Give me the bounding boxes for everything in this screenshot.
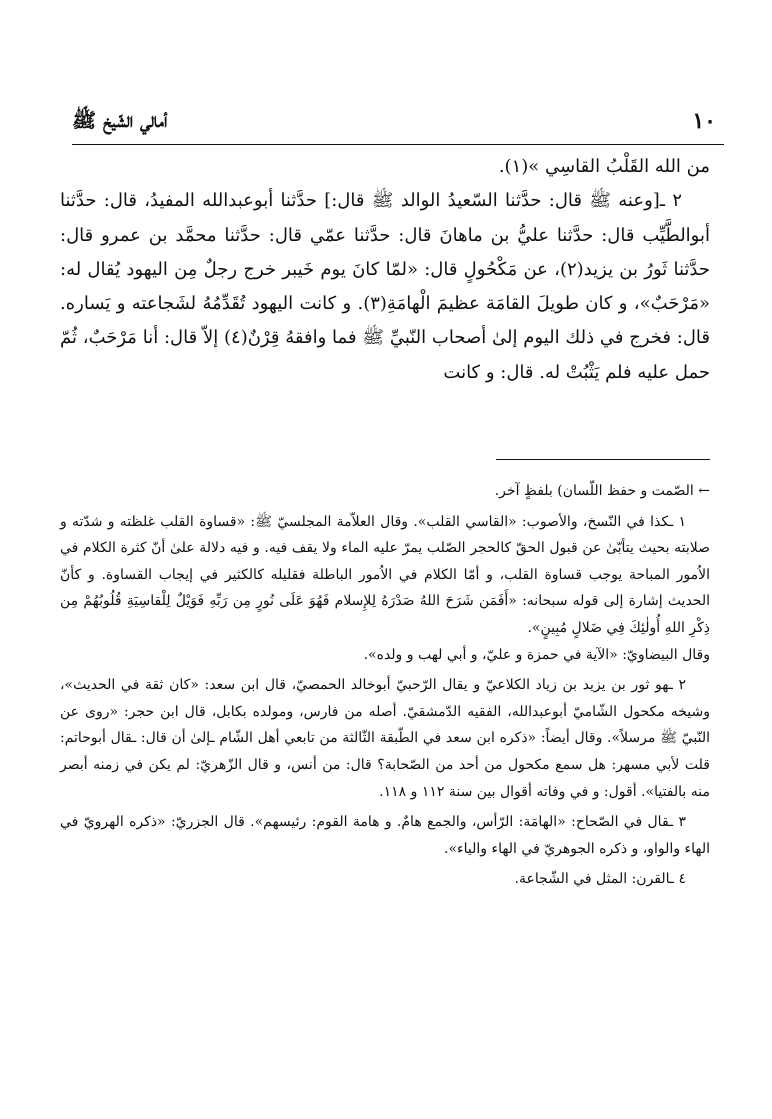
main-text xyxy=(60,150,710,390)
footnote-separator xyxy=(496,459,710,460)
page-number: ١٠ xyxy=(692,108,716,134)
book-title: أمالي الشّيخ ﷺ xyxy=(72,108,168,132)
header-rule xyxy=(72,144,724,145)
footnote-1-continuation: وقال البيضاويّ: «الآية في حمزة و عليّ، و أبي لهب و ولده». xyxy=(363,646,710,663)
main-paragraph-2: ٢ ـ[وعنه ﷺ قال: حدَّثنا السّعيدُ الوالد ﷺ قال:] حدَّثنا أبوعبدالله المفيدُ، قال: حدَّثنا أبوالطَّيِّب قال: حدَّثنا عليُّ بن ماهانَ قال: حدَّثنا عمّي قال: حدَّثنا محمَّد بن عمرو قال: حدَّثنا ثَورُ بن يزيد(٢)، عن مَكْحُولٍ قال: «لمّا كانَ يوم خَيبر خرج رجلٌ مِن اليهود يُقال له: «مَرْحَبٌ»، و كان طويلَ القامَة عظيمَ الْهامَةِ(٣). و كانت اليهود تُقَدِّمُهُ لشَجاعته و يَساره. قال: فخرج في ذلك اليوم إلىٰ أصحاب النّبيِّ ﷺ فما وافقهُ قِرْنٌ(٤) إلاّ قال: أنا مَرْحَبٌ، ثُمّ حمل عليه فلم يَثْبُتْ له. قال: و كانت xyxy=(60,190,710,383)
main-line-1: من الله القَلْبُ القاسِي »(١). xyxy=(498,156,710,177)
footnotes xyxy=(60,478,710,893)
running-header xyxy=(72,100,724,140)
footnote-2: ٢ ـهو ثور بن يزيد بن زياد الكلاعيّ و يقال الرّحبيّ أبوخالد الحمصيّ، قال ابن سعد: «كان ثقة في الحديث»، وشيخه مكحول الشّاميّ أبوعبدالله، الفقيه الدّمشقيّ. أصله من فارس، ومولده بكابل، قال ابن حجر: «روى عن النّبيّ ﷺ مرسلاً». وقال أيضاً: «ذكره ابن سعد في الطّبقة الثّالثة من تابعي أهل الشّام ـإلىٰ أن قال: ـقال أبوحاتم: قلت لأبي مسهر: هل سمع مكحول من أحد من الصّحابة؟ قال: من أنس، و قال الزّهريّ: لم يكن في زمنه أبصر منه بالفتيا». أقول: و في وفاته أقوال بين سنة ١١٢ و ١١٨. xyxy=(60,677,710,800)
footnote-4: ٤ ـالقرن: المثل في الشّجاعة. xyxy=(514,871,686,888)
footnote-carryover: ← الصّمت و حفظ اللّسان) بلفظٍ آخر. xyxy=(494,483,710,499)
footnote-1: ١ ـكذا في النّسخ، والأصوب: «القاسي القلب». وقال العلاّمة المجلسيّ ﷺ: «قساوة القلب غلظته و شدّته و صلابته بحيث يتأبّىٰ عن قبول الحقّ كالحجر الصّلب يمرّ عليه الماء ولا يقف فيه. و فيه دلالة علىٰ أنّ كثرة الكلام في الاُمور المباحة يوجب قساوة القلب، و أمّا الكلام في الاُمور الباطلة فقليله كالكثير في إيجاب القساوة. و كأنّ الحديث إشارة إلى قوله سبحانه: «أَفَمَن شَرَحَ اللهُ صَدْرَهُ لِلإِسلام فَهُوَ عَلَى نُورٍ مِن رَبِّهِ فَوَيْلٌ لِلْقاسِيَةِ قُلُوبُهُمْ مِن ذِكْرِ اللهِ أُولٰئِكَ فِي ضَلالٍ مُبِينٍ». xyxy=(60,513,710,636)
footnote-3: ٣ ـقال في الصّحاح: «الهامَة: الرّأس، والجمع هامٌ. و هامة القوم: رئيسهم». قال الجزريّ: «ذكره الهرويّ في الهاء والواو، و ذكره الجوهريّ في الهاء والياء». xyxy=(60,814,710,857)
